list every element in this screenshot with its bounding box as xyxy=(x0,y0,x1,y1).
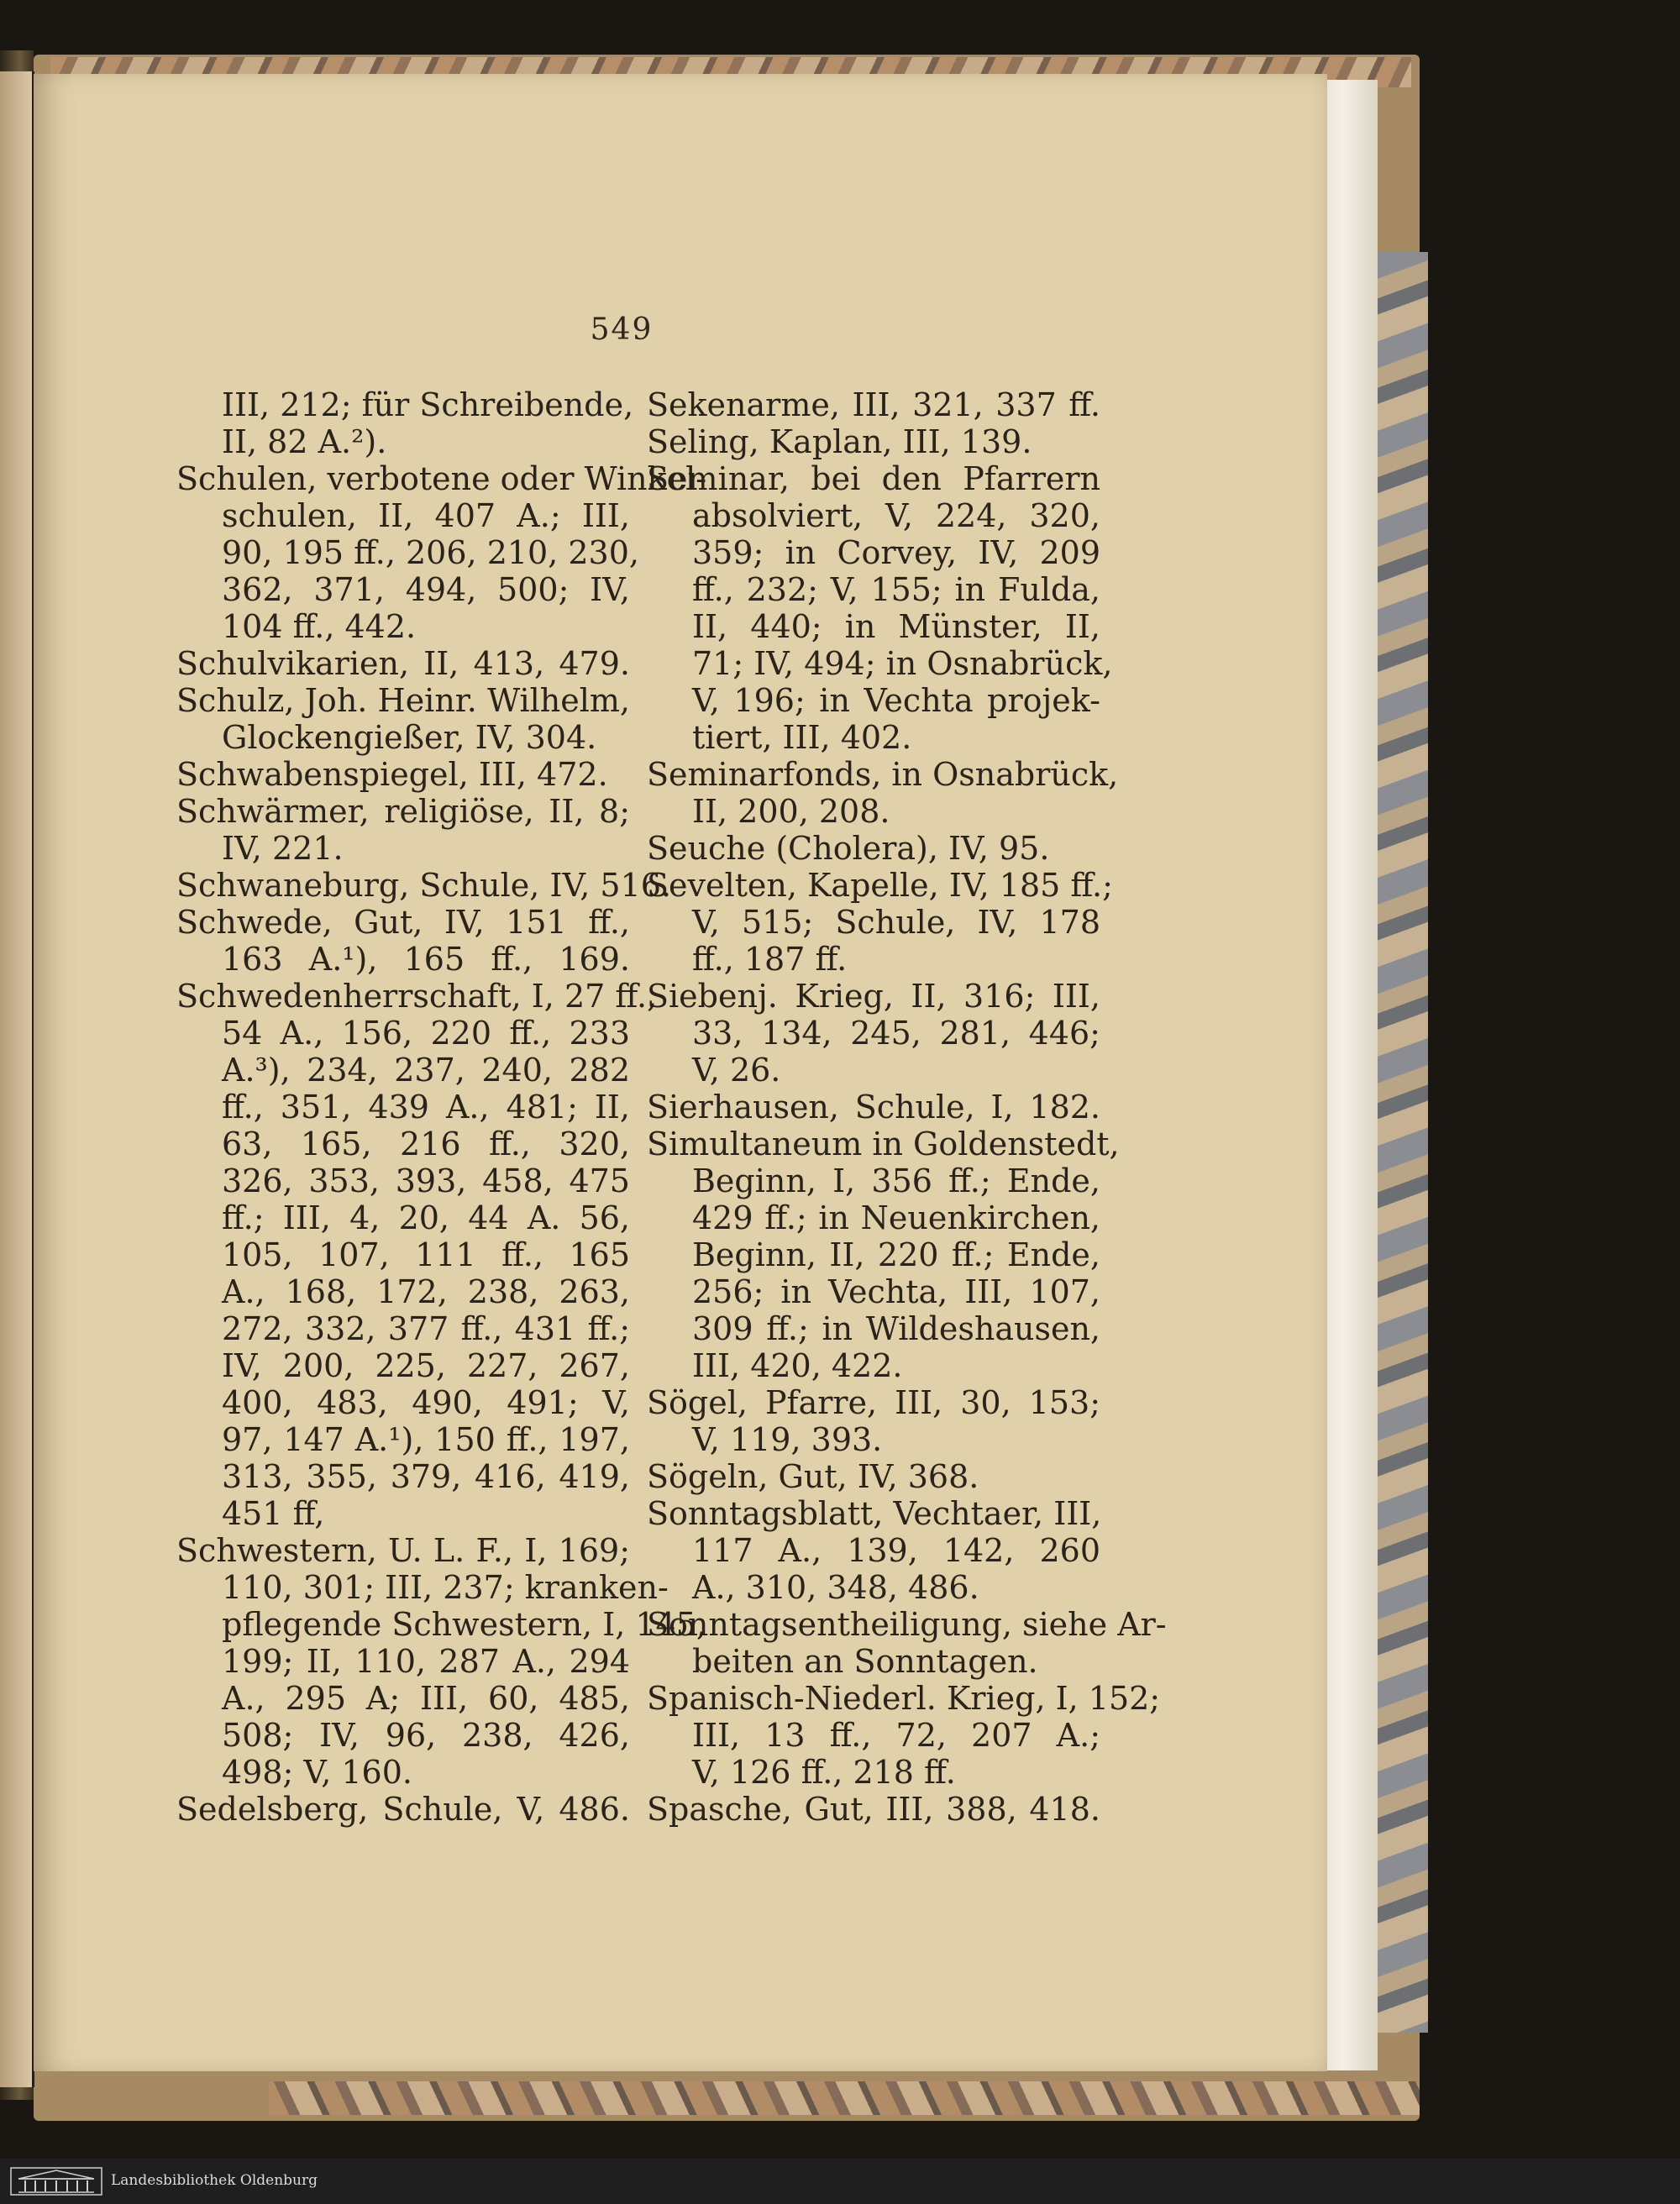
index-line: V, 515; Schule, IV, 178 xyxy=(692,904,1100,941)
marbled-edge-right xyxy=(1378,252,1428,2033)
index-line: IV, 221. xyxy=(222,830,344,867)
index-line: Sögeln, Gut, IV, 368. xyxy=(647,1458,979,1495)
index-line: Schulen, verbotene oder Winkel- xyxy=(176,460,707,497)
book-page xyxy=(34,74,1327,2071)
index-line: III, 13 ff., 72, 207 A.; xyxy=(692,1717,1100,1754)
index-line: Sedelsberg, Schule, V, 486. xyxy=(176,1791,630,1828)
index-line: 63, 165, 216 ff., 320, xyxy=(222,1126,630,1162)
index-line: 429 ff.; in Neuenkirchen, xyxy=(692,1199,1100,1236)
index-line: II, 82 A.²). xyxy=(222,423,387,460)
index-line: Sonntagsentheiligung, siehe Ar- xyxy=(647,1606,1167,1643)
index-line: Glockengießer, IV, 304. xyxy=(222,719,597,756)
index-line: ff., 232; V, 155; in Fulda, xyxy=(692,571,1100,608)
index-line: Schwede, Gut, IV, 151 ff., xyxy=(176,904,630,941)
index-line: Beginn, II, 220 ff.; Ende, xyxy=(692,1236,1100,1273)
index-line: 272, 332, 377 ff., 431 ff.; xyxy=(222,1310,630,1347)
index-line: schulen, II, 407 A.; III, xyxy=(222,497,630,534)
index-column-left xyxy=(176,386,707,1828)
index-line: II, 200, 208. xyxy=(692,793,890,830)
index-line: Sonntagsblatt, Vechtaer, III, xyxy=(647,1495,1102,1532)
index-line: ff., 187 ff. xyxy=(692,941,848,978)
index-line: Beginn, I, 356 ff.; Ende, xyxy=(692,1162,1100,1199)
index-line: 313, 355, 379, 416, 419, xyxy=(222,1458,630,1495)
viewer-footer xyxy=(0,2159,1680,2204)
index-line: V, 26. xyxy=(692,1052,781,1089)
library-building-icon xyxy=(10,2167,102,2196)
index-line: Sevelten, Kapelle, IV, 185 ff.; xyxy=(647,867,1113,904)
index-line: 104 ff., 442. xyxy=(222,608,417,645)
page-number: 549 xyxy=(590,312,654,347)
index-line: Sekenarme, III, 321, 337 ff. xyxy=(647,386,1100,423)
index-line: Schwaneburg, Schule, IV, 516. xyxy=(176,867,672,904)
index-line: absolviert, V, 224, 320, xyxy=(692,497,1100,534)
index-line: Seuche (Cholera), IV, 95. xyxy=(647,830,1050,867)
index-line: Schwabenspiegel, III, 472. xyxy=(176,756,608,793)
index-line: Spanisch-Niederl. Krieg, I, 152; xyxy=(647,1680,1161,1717)
index-line: A., 310, 348, 486. xyxy=(692,1569,979,1606)
index-column-right xyxy=(647,386,1167,1828)
index-line: Seminar, bei den Pfarrern xyxy=(647,460,1100,497)
index-line: Simultaneum in Goldenstedt, xyxy=(647,1126,1120,1162)
index-line: 117 A., 139, 142, 260 xyxy=(692,1532,1100,1569)
index-line: 54 A., 156, 220 ff., 233 xyxy=(222,1015,630,1052)
index-line: ff., 351, 439 A., 481; II, xyxy=(222,1089,630,1126)
index-line: A.³), 234, 237, 240, 282 xyxy=(222,1052,630,1089)
index-line: Schwärmer, religiöse, II, 8; xyxy=(176,793,630,830)
index-line: ff.; III, 4, 20, 44 A. 56, xyxy=(222,1199,630,1236)
index-line: 256; in Vechta, III, 107, xyxy=(692,1273,1100,1310)
index-line: 362, 371, 494, 500; IV, xyxy=(222,571,630,608)
index-line: 498; V, 160. xyxy=(222,1754,412,1791)
index-line: 110, 301; III, 237; kranken- xyxy=(222,1569,669,1606)
index-line: 71; IV, 494; in Osnabrück, xyxy=(692,645,1113,682)
index-line: 33, 134, 245, 281, 446; xyxy=(692,1015,1100,1052)
index-line: tiert, III, 402. xyxy=(692,719,912,756)
index-line: III, 420, 422. xyxy=(692,1347,903,1384)
index-line: A., 168, 172, 238, 263, xyxy=(222,1273,630,1310)
index-line: Schwestern, U. L. F., I, 169; xyxy=(176,1532,630,1569)
index-line: 309 ff.; in Wildeshausen, xyxy=(692,1310,1100,1347)
index-line: Seling, Kaplan, III, 139. xyxy=(647,423,1032,460)
index-line: Schulz, Joh. Heinr. Wilhelm, xyxy=(176,682,630,719)
index-line: II, 440; in Münster, II, xyxy=(692,608,1100,645)
index-line: III, 212; für Schreibende, xyxy=(222,386,634,423)
index-line: 359; in Corvey, IV, 209 xyxy=(692,534,1100,571)
index-line: Spasche, Gut, III, 388, 418. xyxy=(647,1791,1100,1828)
index-line: V, 126 ff., 218 ff. xyxy=(692,1754,956,1791)
index-line: Schwedenherrschaft, I, 27 ff., xyxy=(176,978,658,1015)
index-line: IV, 200, 225, 227, 267, xyxy=(222,1347,630,1384)
index-line: 105, 107, 111 ff., 165 xyxy=(222,1236,630,1273)
index-line: 163 A.¹), 165 ff., 169. xyxy=(222,941,630,978)
left-page-edge xyxy=(0,71,34,2087)
index-line: 199; II, 110, 287 A., 294 xyxy=(222,1643,630,1680)
index-line: 97, 147 A.¹), 150 ff., 197, xyxy=(222,1421,630,1458)
index-line: Sögel, Pfarre, III, 30, 153; xyxy=(647,1384,1100,1421)
index-line: 90, 195 ff., 206, 210, 230, xyxy=(222,534,639,571)
index-line: 451 ff, xyxy=(222,1495,325,1532)
index-line: V, 119, 393. xyxy=(692,1421,883,1458)
index-line: 508; IV, 96, 238, 426, xyxy=(222,1717,630,1754)
index-line: 400, 483, 490, 491; V, xyxy=(222,1384,630,1421)
index-line: Seminarfonds, in Osnabrück, xyxy=(647,756,1119,793)
index-line: A., 295 A; III, 60, 485, xyxy=(222,1680,630,1717)
index-line: V, 196; in Vechta projek- xyxy=(692,682,1100,719)
library-name: Landesbibliothek Oldenburg xyxy=(111,2172,318,2189)
index-line: 326, 353, 393, 458, 475 xyxy=(222,1162,630,1199)
index-line: Siebenj. Krieg, II, 316; III, xyxy=(647,978,1100,1015)
index-line: Schulvikarien, II, 413, 479. xyxy=(176,645,630,682)
index-line: Sierhausen, Schule, I, 182. xyxy=(647,1089,1100,1126)
index-line: beiten an Sonntagen. xyxy=(692,1643,1038,1680)
marbled-edge-bottom xyxy=(269,2081,1420,2115)
index-line: pflegende Schwestern, I, 145, xyxy=(222,1606,706,1643)
